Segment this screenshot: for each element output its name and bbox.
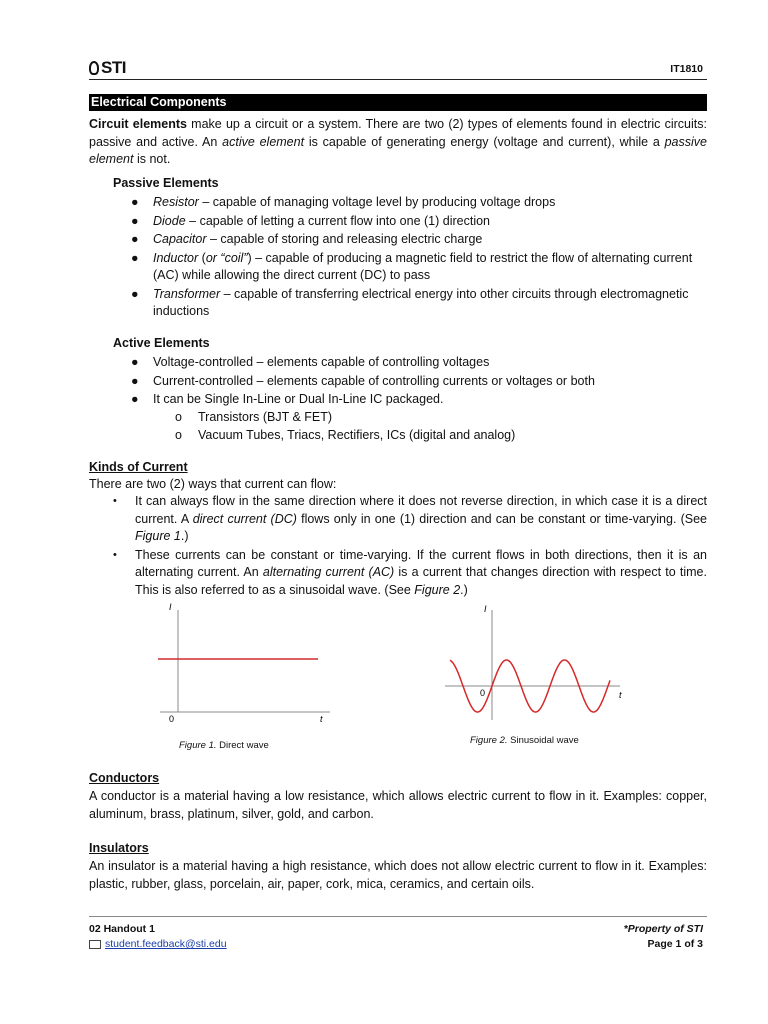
text: flows only in one (1) direction and can be constant or time-varying. (See bbox=[296, 511, 708, 526]
bullet-icon: • bbox=[113, 548, 117, 561]
email-link[interactable]: student.feedback@sti.edu bbox=[105, 938, 227, 950]
sti-logo bbox=[89, 58, 126, 78]
list-item bbox=[153, 427, 707, 445]
footer-right bbox=[624, 922, 703, 952]
item-term: Resistor bbox=[153, 195, 199, 209]
circle-bullet-icon: o bbox=[175, 428, 182, 442]
list-item bbox=[153, 409, 707, 427]
figure-ref: Figure 2 bbox=[414, 582, 461, 597]
active-sublist bbox=[153, 409, 707, 445]
x-axis-label: t bbox=[619, 690, 622, 700]
active-heading: Active Elements bbox=[113, 336, 210, 350]
item-desc: – capable of managing voltage level by producing voltage drops bbox=[198, 195, 556, 209]
bullet-icon: ● bbox=[131, 195, 139, 209]
bullet-icon: ● bbox=[131, 355, 139, 369]
list-item bbox=[113, 547, 707, 600]
page-footer bbox=[89, 916, 707, 950]
envelope-icon bbox=[89, 940, 101, 949]
list-item bbox=[113, 354, 707, 372]
item-desc: – capable of storing and releasing electric charge bbox=[206, 232, 483, 246]
passive-heading: Passive Elements bbox=[113, 176, 219, 190]
x-axis-label: t bbox=[320, 714, 323, 724]
list-item bbox=[113, 391, 707, 445]
passive-list bbox=[113, 194, 707, 322]
bullet-icon: ● bbox=[131, 213, 139, 228]
list-item bbox=[113, 213, 707, 231]
bullet-icon: ● bbox=[131, 250, 139, 265]
section-title: Electrical Components bbox=[89, 94, 707, 111]
item-term: Inductor bbox=[153, 250, 199, 265]
conductors-heading bbox=[89, 770, 707, 788]
bullet-icon: ● bbox=[131, 286, 139, 301]
handout-label: 02 Handout 1 bbox=[89, 923, 155, 935]
property-label: *Property of STI bbox=[623, 923, 703, 935]
email-row bbox=[89, 937, 227, 952]
list-item bbox=[113, 231, 707, 249]
current-heading-text: Kinds of Current bbox=[89, 460, 188, 474]
caption-text: Sinusoidal wave bbox=[507, 735, 579, 746]
insulators-paragraph: An insulator is a material having a high resistance, which does not allow electric current to flow in it. Examples: plastic, rubber, glass, porcelain, air, paper, cork, mica, ceramics, and certain oils. bbox=[89, 859, 707, 891]
item-term: Diode bbox=[153, 213, 186, 228]
item-desc: – capable of letting a current flow into one (1) direction bbox=[185, 213, 491, 228]
origin-label: 0 bbox=[480, 688, 486, 698]
active-element-term: active element bbox=[222, 134, 305, 149]
y-axis-label: I bbox=[169, 602, 172, 612]
item-term: Capacitor bbox=[153, 232, 207, 246]
current-heading bbox=[89, 459, 707, 477]
caption-text: Direct wave bbox=[216, 740, 269, 751]
text: .) bbox=[460, 582, 468, 597]
passive-element-term: passive element bbox=[89, 134, 707, 166]
intro-text-2: is capable of generating energy (voltage and current), while a bbox=[304, 134, 665, 149]
list-item bbox=[113, 373, 707, 391]
figure-ref: Figure 1 bbox=[135, 529, 181, 543]
text: These currents can be constant or time-varying. If the current flows in both directions, then it is an alternating current. An bbox=[135, 547, 707, 579]
item-desc: – capable of transferring electrical energy into other circuits through electromagnetic inductions bbox=[153, 286, 689, 318]
item-text: Vacuum Tubes, Triacs, Rectifiers, ICs (digital and analog) bbox=[198, 428, 516, 442]
caption-number: Figure 1. bbox=[179, 740, 217, 751]
figure-2-caption bbox=[470, 735, 579, 746]
insulators-heading-text: Insulators bbox=[89, 841, 149, 855]
text: .) bbox=[180, 529, 189, 543]
item-desc: ) – capable of producing a magnetic field to restrict the flow of alternating current (AC) while allowing the direct current (DC) to pass bbox=[153, 250, 693, 282]
current-lead: There are two (2) ways that current can flow: bbox=[89, 477, 337, 491]
item-mid: ( bbox=[198, 250, 206, 265]
origin-label: 0 bbox=[169, 714, 175, 724]
circle-bullet-icon: o bbox=[175, 409, 182, 424]
page-header bbox=[89, 55, 707, 80]
item-alt: or “coil” bbox=[205, 250, 248, 265]
figure-2-sinusoidal-wave bbox=[440, 602, 640, 722]
text: is a current that changes direction with respect to time. This is also referred to as a sinusoidal wave. (See bbox=[135, 565, 707, 597]
figure-1-caption bbox=[179, 740, 269, 751]
intro-paragraph bbox=[89, 116, 707, 169]
item-text: Transistors (BJT & FET) bbox=[198, 409, 333, 424]
logo-text: STI bbox=[101, 58, 126, 77]
bullet-icon: ● bbox=[131, 373, 139, 388]
bullet-icon: ● bbox=[131, 392, 139, 406]
item-text: It can be Single In-Line or Dual In-Line IC packaged. bbox=[153, 392, 444, 406]
y-axis-label: I bbox=[484, 604, 487, 614]
conductors-heading-text: Conductors bbox=[89, 771, 160, 785]
ac-term: alternating current (AC) bbox=[262, 565, 395, 579]
intro-text-3: is not. bbox=[133, 152, 171, 166]
list-item bbox=[113, 194, 707, 212]
list-item bbox=[113, 493, 707, 546]
logo-mark-icon bbox=[89, 61, 99, 75]
caption-number: Figure 2. bbox=[470, 735, 508, 746]
current-list bbox=[113, 493, 707, 600]
dc-term: direct current (DC) bbox=[192, 511, 297, 526]
item-text: Voltage-controlled – elements capable of controlling voltages bbox=[153, 355, 490, 369]
course-code: IT1810 bbox=[670, 63, 703, 75]
conductors-paragraph: A conductor is a material having a low resistance, which allows electric current to flow in it. Examples: copper, aluminum, brass, platinum, silver, gold, and carbon. bbox=[89, 789, 707, 821]
list-item bbox=[113, 250, 707, 285]
figure-1-direct-wave bbox=[150, 600, 340, 730]
item-term: Transformer bbox=[153, 286, 221, 301]
intro-text-1: make up a circuit or a system. There are two (2) types of elements found in electric circuits: passive and active. An bbox=[89, 117, 707, 149]
active-list bbox=[113, 354, 707, 446]
page-number: Page 1 of 3 bbox=[647, 938, 703, 950]
text: It can always flow in the same direction where it does not reverse direction, in which case it is a direct current. A bbox=[135, 494, 707, 526]
item-text: Current-controlled – elements capable of controlling currents or voltages or both bbox=[153, 373, 595, 388]
insulators-heading bbox=[89, 840, 707, 858]
bullet-icon: ● bbox=[131, 232, 139, 246]
intro-bold-lead: Circuit elements bbox=[89, 117, 187, 131]
list-item bbox=[113, 286, 707, 321]
bullet-icon: • bbox=[113, 495, 117, 507]
footer-left bbox=[89, 922, 227, 952]
